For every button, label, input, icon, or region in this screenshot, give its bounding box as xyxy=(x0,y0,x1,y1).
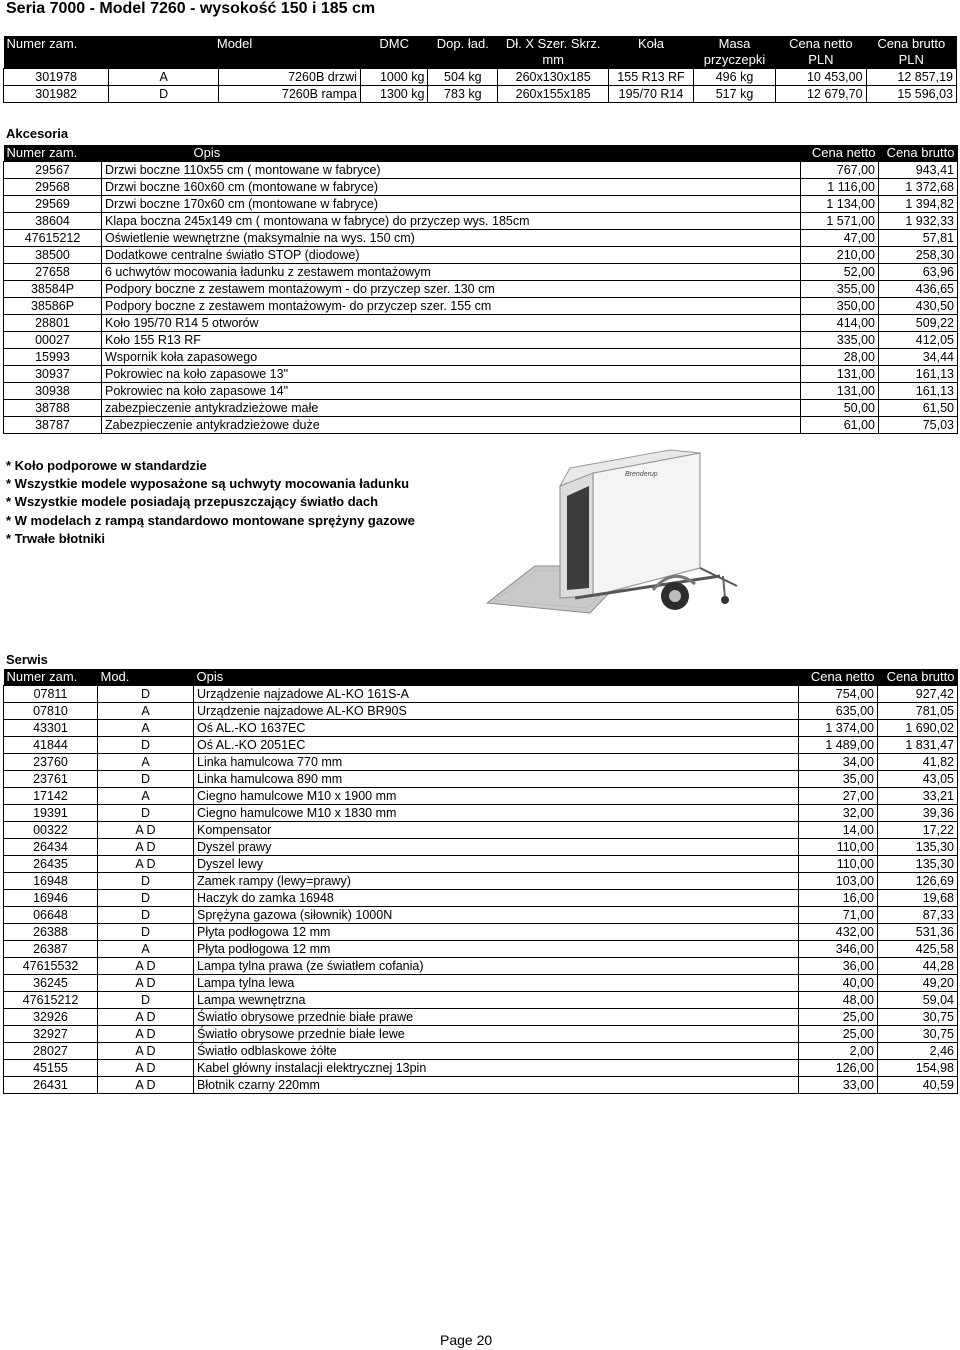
col-subheader: PLN xyxy=(866,52,956,69)
description: Ciegno hamulcowe M10 x 1900 mm xyxy=(194,788,799,805)
box-dimensions: 260x155x185 xyxy=(498,86,609,103)
price-net: 355,00 xyxy=(801,281,879,298)
price-gross: 135,30 xyxy=(878,839,958,856)
order-number: 26388 xyxy=(4,924,98,941)
description: Płyta podłogowa 12 mm xyxy=(194,924,799,941)
table-row xyxy=(4,298,958,315)
table-row xyxy=(4,992,958,1009)
order-number: 32926 xyxy=(4,1009,98,1026)
col-header: Model xyxy=(109,36,361,52)
description: Urządzenie najzadowe AL-KO 161S-A xyxy=(194,686,799,703)
order-number: 29569 xyxy=(4,196,102,213)
order-number: 26387 xyxy=(4,941,98,958)
price-net: 1 489,00 xyxy=(799,737,878,754)
note-item: * Wszystkie modele wyposażone są uchwyty mocowania ładunku xyxy=(6,476,410,492)
price-gross: 49,20 xyxy=(878,975,958,992)
price-net: 12 679,70 xyxy=(776,86,866,103)
price-gross: 39,36 xyxy=(878,805,958,822)
table-row xyxy=(4,69,957,86)
description: Pokrowiec na koło zapasowe 14" xyxy=(102,383,801,400)
description: Dyszel prawy xyxy=(194,839,799,856)
accessories-header xyxy=(4,145,958,162)
description: Zamek rampy (lewy=prawy) xyxy=(194,873,799,890)
price-net: 754,00 xyxy=(799,686,878,703)
note-item: * Koło podporowe w standardzie xyxy=(6,458,207,473)
price-net: 16,00 xyxy=(799,890,878,907)
table-row xyxy=(4,958,958,975)
price-gross: 154,98 xyxy=(878,1060,958,1077)
order-number: 38787 xyxy=(4,417,102,434)
model-variant: A D xyxy=(98,822,194,839)
price-net: 47,00 xyxy=(801,230,879,247)
description: Światło obrysowe przednie białe lewe xyxy=(194,1026,799,1043)
col-subheader xyxy=(360,52,427,69)
model-variant: A xyxy=(98,703,194,720)
model-name: 7260B drzwi xyxy=(219,69,361,86)
price-net: 32,00 xyxy=(799,805,878,822)
price-gross: 41,82 xyxy=(878,754,958,771)
order-number: 36245 xyxy=(4,975,98,992)
price-net: 52,00 xyxy=(801,264,879,281)
table-row xyxy=(4,686,958,703)
table-row xyxy=(4,754,958,771)
price-net: 350,00 xyxy=(801,298,879,315)
trailer-brand-label: Brenderup xyxy=(625,471,658,478)
table-row xyxy=(4,975,958,992)
price-net: 131,00 xyxy=(801,383,879,400)
col-header: Cena brutto xyxy=(866,36,956,52)
variant: D xyxy=(109,86,219,103)
description: Dyszel lewy xyxy=(194,856,799,873)
price-gross: 19,68 xyxy=(878,890,958,907)
note-item: * Trwałe błotniki xyxy=(6,530,105,546)
model-variant: A D xyxy=(98,1026,194,1043)
order-number: 38604 xyxy=(4,213,102,230)
price-gross: 17,22 xyxy=(878,822,958,839)
price-net: 126,00 xyxy=(799,1060,878,1077)
col-header: Koła xyxy=(609,36,694,52)
table-row xyxy=(4,839,958,856)
description: Haczyk do zamka 16948 xyxy=(194,890,799,907)
model-variant: D xyxy=(98,771,194,788)
wheels: 195/70 R14 xyxy=(609,86,694,103)
col-header: Numer zam. xyxy=(4,36,109,52)
price-gross: 943,41 xyxy=(879,162,958,179)
payload: 783 kg xyxy=(428,86,498,103)
notes-list xyxy=(6,457,415,548)
trailer-image xyxy=(475,448,745,630)
table-row xyxy=(4,247,958,264)
price-net: 34,00 xyxy=(799,754,878,771)
table-row xyxy=(4,179,958,196)
description: Światło odblaskowe żółte xyxy=(194,1043,799,1060)
table-row xyxy=(4,264,958,281)
order-number: 38586P xyxy=(4,298,102,315)
order-number: 38500 xyxy=(4,247,102,264)
model-variant: D xyxy=(98,805,194,822)
description: Pokrowiec na koło zapasowe 13" xyxy=(102,366,801,383)
order-number: 301982 xyxy=(4,86,109,103)
description: Linka hamulcowa 890 mm xyxy=(194,771,799,788)
order-number: 26434 xyxy=(4,839,98,856)
model-variant: A D xyxy=(98,958,194,975)
model-variant: A D xyxy=(98,1009,194,1026)
description: Oświetlenie wewnętrzne (maksymalnie na wys. 150 cm) xyxy=(102,230,801,247)
table-row xyxy=(4,1060,958,1077)
order-number: 45155 xyxy=(4,1060,98,1077)
price-gross: 63,96 xyxy=(879,264,958,281)
price-net: 1 134,00 xyxy=(801,196,879,213)
price-net: 1 374,00 xyxy=(799,720,878,737)
price-gross: 161,13 xyxy=(879,383,958,400)
model-variant: A D xyxy=(98,1060,194,1077)
model-variant: D xyxy=(98,924,194,941)
price-net: 103,00 xyxy=(799,873,878,890)
model-variant: A xyxy=(98,754,194,771)
price-net: 25,00 xyxy=(799,1009,878,1026)
price-net: 1 116,00 xyxy=(801,179,879,196)
col-subheader: mm xyxy=(498,52,609,69)
price-gross: 40,59 xyxy=(878,1077,958,1094)
description: Lampa tylna lewa xyxy=(194,975,799,992)
model-variant: D xyxy=(98,992,194,1009)
table-row xyxy=(4,213,958,230)
price-net: 432,00 xyxy=(799,924,878,941)
table-row xyxy=(4,1026,958,1043)
price-gross: 75,03 xyxy=(879,417,958,434)
price-gross: 59,04 xyxy=(878,992,958,1009)
price-gross: 1 690,02 xyxy=(878,720,958,737)
price-net: 40,00 xyxy=(799,975,878,992)
description: Lampa tylna prawa (ze światłem cofania) xyxy=(194,958,799,975)
price-gross: 43,05 xyxy=(878,771,958,788)
table-row xyxy=(4,1077,958,1094)
order-number: 38788 xyxy=(4,400,102,417)
price-net: 635,00 xyxy=(799,703,878,720)
service-table xyxy=(3,669,958,1094)
price-net: 110,00 xyxy=(799,856,878,873)
col-header: Dop. ład. xyxy=(428,36,498,52)
price-gross: 1 372,68 xyxy=(879,179,958,196)
col-subheader xyxy=(109,52,361,69)
col-subheader xyxy=(4,52,109,69)
col-header: Cena brutto xyxy=(879,145,958,162)
table-row xyxy=(4,737,958,754)
price-gross: 33,21 xyxy=(878,788,958,805)
price-net: 48,00 xyxy=(799,992,878,1009)
description: Zabezpieczenie antykradzieżowe duże xyxy=(102,417,801,434)
description: Kompensator xyxy=(194,822,799,839)
price-gross: 412,05 xyxy=(879,332,958,349)
order-number: 47615212 xyxy=(4,230,102,247)
price-net: 61,00 xyxy=(801,417,879,434)
description: 6 uchwytów mocowania ładunku z zestawem montażowym xyxy=(102,264,801,281)
price-gross: 12 857,19 xyxy=(866,69,956,86)
order-number: 29567 xyxy=(4,162,102,179)
order-number: 43301 xyxy=(4,720,98,737)
col-header: Opis xyxy=(194,669,799,686)
table-row xyxy=(4,366,958,383)
description: Podpory boczne z zestawem montażowym- do przyczep szer. 155 cm xyxy=(102,298,801,315)
dmc: 1300 kg xyxy=(360,86,427,103)
table-row xyxy=(4,383,958,400)
order-number: 15993 xyxy=(4,349,102,366)
price-gross: 30,75 xyxy=(878,1009,958,1026)
price-gross: 34,44 xyxy=(879,349,958,366)
order-number: 29568 xyxy=(4,179,102,196)
description: Sprężyna gazowa (siłownik) 1000N xyxy=(194,907,799,924)
model-variant: D xyxy=(98,686,194,703)
table-row xyxy=(4,873,958,890)
table-row xyxy=(4,86,957,103)
wheels: 155 R13 RF xyxy=(609,69,694,86)
price-gross: 135,30 xyxy=(878,856,958,873)
table-row xyxy=(4,1043,958,1060)
model-variant: A D xyxy=(98,1043,194,1060)
table-row xyxy=(4,162,958,179)
order-number: 32927 xyxy=(4,1026,98,1043)
description: Drzwi boczne 170x60 cm (montowane w fabryce) xyxy=(102,196,801,213)
table-row xyxy=(4,720,958,737)
weight: 496 kg xyxy=(693,69,775,86)
table-row xyxy=(4,822,958,839)
description: Płyta podłogowa 12 mm xyxy=(194,941,799,958)
price-net: 1 571,00 xyxy=(801,213,879,230)
order-number: 17142 xyxy=(4,788,98,805)
models-table xyxy=(3,36,957,103)
box-dimensions: 260x130x185 xyxy=(498,69,609,86)
table-row xyxy=(4,907,958,924)
col-subheader: PLN xyxy=(776,52,866,69)
order-number: 26431 xyxy=(4,1077,98,1094)
model-variant: A D xyxy=(98,975,194,992)
table-row xyxy=(4,788,958,805)
description: Oś AL.-KO 2051EC xyxy=(194,737,799,754)
col-header: DMC xyxy=(360,36,427,52)
note-item: * Wszystkie modele posiadają przepuszczający światło dach xyxy=(6,494,379,510)
model-variant: D xyxy=(98,737,194,754)
col-header: Masa xyxy=(693,36,775,52)
description: Oś AL.-KO 1637EC xyxy=(194,720,799,737)
col-header: Dł. X Szer. Skrz. xyxy=(498,36,609,52)
col-header: Cena netto xyxy=(801,145,879,162)
accessories-table xyxy=(3,145,958,434)
table-row xyxy=(4,941,958,958)
price-gross: 87,33 xyxy=(878,907,958,924)
table-row xyxy=(4,281,958,298)
order-number: 27658 xyxy=(4,264,102,281)
col-header: Mod. xyxy=(98,669,194,686)
order-number: 23761 xyxy=(4,771,98,788)
price-net: 210,00 xyxy=(801,247,879,264)
description: Dodatkowe centralne światło STOP (diodowe) xyxy=(102,247,801,264)
table-row xyxy=(4,856,958,873)
price-gross: 430,50 xyxy=(879,298,958,315)
price-gross: 126,69 xyxy=(878,873,958,890)
col-header: Numer zam. xyxy=(4,669,98,686)
description: Drzwi boczne 160x60 cm (montowane w fabryce) xyxy=(102,179,801,196)
order-number: 16946 xyxy=(4,890,98,907)
description: Linka hamulcowa 770 mm xyxy=(194,754,799,771)
price-net: 10 453,00 xyxy=(776,69,866,86)
price-net: 25,00 xyxy=(799,1026,878,1043)
col-header: Opis xyxy=(102,145,801,162)
price-net: 346,00 xyxy=(799,941,878,958)
description: Światło obrysowe przednie białe prawe xyxy=(194,1009,799,1026)
model-name: 7260B rampa xyxy=(219,86,361,103)
order-number: 41844 xyxy=(4,737,98,754)
table-row xyxy=(4,1009,958,1026)
order-number: 06648 xyxy=(4,907,98,924)
price-gross: 57,81 xyxy=(879,230,958,247)
description: zabezpieczenie antykradzieżowe małe xyxy=(102,400,801,417)
table-row xyxy=(4,332,958,349)
price-net: 28,00 xyxy=(801,349,879,366)
model-variant: A xyxy=(98,788,194,805)
description: Ciegno hamulcowe M10 x 1830 mm xyxy=(194,805,799,822)
price-gross: 425,58 xyxy=(878,941,958,958)
order-number: 23760 xyxy=(4,754,98,771)
col-header: Numer zam. xyxy=(4,145,102,162)
service-title: Serwis xyxy=(6,652,48,667)
model-variant: A D xyxy=(98,1077,194,1094)
col-subheader xyxy=(428,52,498,69)
description: Drzwi boczne 110x55 cm ( montowane w fabryce) xyxy=(102,162,801,179)
payload: 504 kg xyxy=(428,69,498,86)
price-net: 2,00 xyxy=(799,1043,878,1060)
order-number: 16948 xyxy=(4,873,98,890)
table-row xyxy=(4,417,958,434)
col-subheader: przyczepki xyxy=(693,52,775,69)
weight: 517 kg xyxy=(693,86,775,103)
price-net: 50,00 xyxy=(801,400,879,417)
models-header-row-1 xyxy=(4,36,957,52)
description: Kabel główny instalacji elektrycznej 13pin xyxy=(194,1060,799,1077)
order-number: 28027 xyxy=(4,1043,98,1060)
models-header-row-2 xyxy=(4,52,957,69)
model-variant: D xyxy=(98,907,194,924)
table-row xyxy=(4,924,958,941)
order-number: 07810 xyxy=(4,703,98,720)
price-gross: 781,05 xyxy=(878,703,958,720)
description: Koło 195/70 R14 5 otworów xyxy=(102,315,801,332)
table-row xyxy=(4,703,958,720)
service-header xyxy=(4,669,958,686)
order-number: 28801 xyxy=(4,315,102,332)
col-header: Cena brutto xyxy=(878,669,958,686)
order-number: 47615532 xyxy=(4,958,98,975)
price-gross: 44,28 xyxy=(878,958,958,975)
price-net: 110,00 xyxy=(799,839,878,856)
order-number: 26435 xyxy=(4,856,98,873)
order-number: 19391 xyxy=(4,805,98,822)
variant: A xyxy=(109,69,219,86)
order-number: 38584P xyxy=(4,281,102,298)
page-number: Page 20 xyxy=(440,1332,493,1348)
price-gross: 1 831,47 xyxy=(878,737,958,754)
price-gross: 531,36 xyxy=(878,924,958,941)
model-variant: D xyxy=(98,890,194,907)
table-row xyxy=(4,315,958,332)
price-net: 33,00 xyxy=(799,1077,878,1094)
col-header: Cena netto xyxy=(776,36,866,52)
order-number: 47615212 xyxy=(4,992,98,1009)
price-net: 335,00 xyxy=(801,332,879,349)
description: Podpory boczne z zestawem montażowym - do przyczep szer. 130 cm xyxy=(102,281,801,298)
description: Koło 155 R13 RF xyxy=(102,332,801,349)
price-net: 71,00 xyxy=(799,907,878,924)
col-header: Cena netto xyxy=(799,669,878,686)
accessories-title: Akcesoria xyxy=(6,126,69,141)
price-gross: 1 394,82 xyxy=(879,196,958,213)
description: Wspornik koła zapasowego xyxy=(102,349,801,366)
order-number: 301978 xyxy=(4,69,109,86)
model-variant: A xyxy=(98,720,194,737)
price-net: 35,00 xyxy=(799,771,878,788)
page-title: Seria 7000 - Model 7260 - wysokość 150 i 185 cm xyxy=(6,0,376,17)
model-variant: D xyxy=(98,873,194,890)
order-number: 07811 xyxy=(4,686,98,703)
note-item: * W modelach z rampą standardowo montowane sprężyny gazowe xyxy=(6,512,415,528)
order-number: 00322 xyxy=(4,822,98,839)
order-number: 30938 xyxy=(4,383,102,400)
order-number: 30937 xyxy=(4,366,102,383)
price-gross: 258,30 xyxy=(879,247,958,264)
table-row xyxy=(4,890,958,907)
model-variant: A D xyxy=(98,839,194,856)
description: Błotnik czarny 220mm xyxy=(194,1077,799,1094)
table-row xyxy=(4,349,958,366)
price-gross: 509,22 xyxy=(879,315,958,332)
table-row xyxy=(4,771,958,788)
price-net: 27,00 xyxy=(799,788,878,805)
price-gross: 927,42 xyxy=(878,686,958,703)
price-net: 414,00 xyxy=(801,315,879,332)
description: Klapa boczna 245x149 cm ( montowana w fabryce) do przyczep wys. 185cm xyxy=(102,213,801,230)
price-net: 14,00 xyxy=(799,822,878,839)
description: Lampa wewnętrzna xyxy=(194,992,799,1009)
price-gross: 61,50 xyxy=(879,400,958,417)
price-net: 36,00 xyxy=(799,958,878,975)
price-gross: 15 596,03 xyxy=(866,86,956,103)
table-row xyxy=(4,400,958,417)
dmc: 1000 kg xyxy=(360,69,427,86)
price-gross: 2,46 xyxy=(878,1043,958,1060)
price-gross: 30,75 xyxy=(878,1026,958,1043)
price-gross: 436,65 xyxy=(879,281,958,298)
table-row xyxy=(4,196,958,213)
price-net: 131,00 xyxy=(801,366,879,383)
col-subheader xyxy=(609,52,694,69)
price-gross: 1 932,33 xyxy=(879,213,958,230)
price-net: 767,00 xyxy=(801,162,879,179)
order-number: 00027 xyxy=(4,332,102,349)
price-gross: 161,13 xyxy=(879,366,958,383)
model-variant: A xyxy=(98,941,194,958)
table-row xyxy=(4,805,958,822)
table-row xyxy=(4,230,958,247)
model-variant: A D xyxy=(98,856,194,873)
description: Urządzenie najzadowe AL-KO BR90S xyxy=(194,703,799,720)
